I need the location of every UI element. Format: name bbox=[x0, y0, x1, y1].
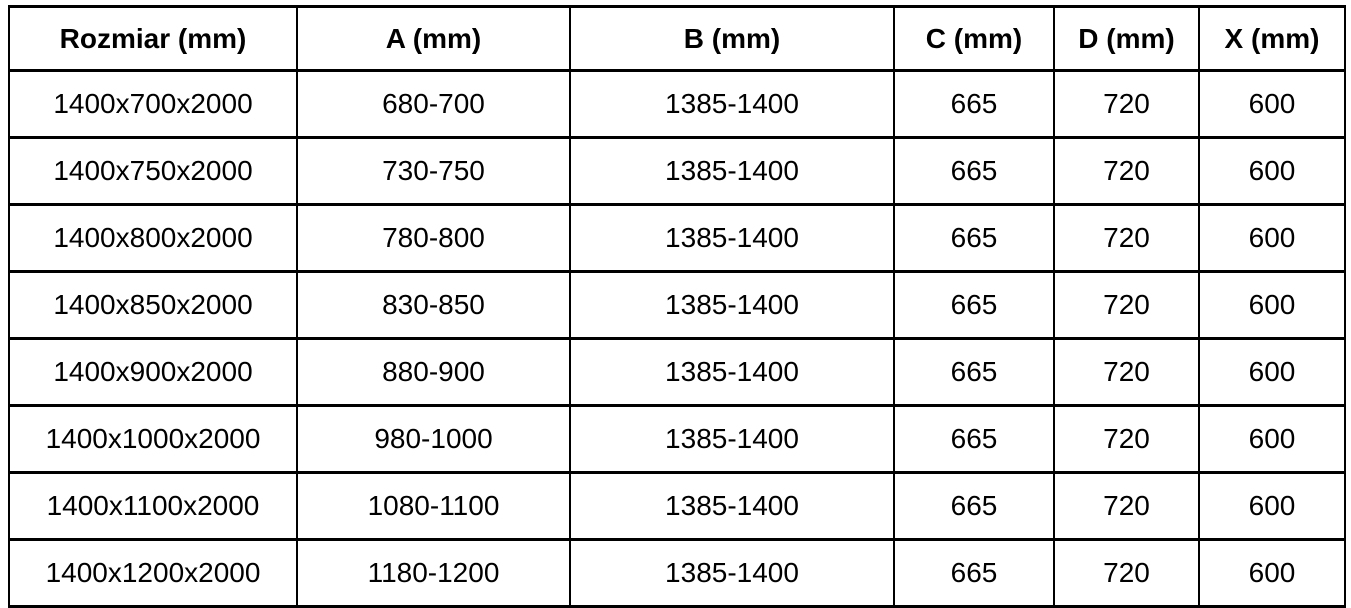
cell-rozmiar: 1400x900x2000 bbox=[9, 339, 297, 406]
cell-a: 1180-1200 bbox=[297, 540, 570, 607]
cell-a: 680-700 bbox=[297, 71, 570, 138]
cell-d: 720 bbox=[1054, 406, 1199, 473]
header-cell-a: A (mm) bbox=[297, 7, 570, 71]
cell-c: 665 bbox=[894, 138, 1054, 205]
cell-rozmiar: 1400x1000x2000 bbox=[9, 406, 297, 473]
header-cell-rozmiar: Rozmiar (mm) bbox=[9, 7, 297, 71]
cell-b: 1385-1400 bbox=[570, 406, 894, 473]
cell-c: 665 bbox=[894, 71, 1054, 138]
cell-x: 600 bbox=[1199, 406, 1345, 473]
cell-a: 780-800 bbox=[297, 205, 570, 272]
cell-d: 720 bbox=[1054, 138, 1199, 205]
cell-c: 665 bbox=[894, 540, 1054, 607]
header-cell-d: D (mm) bbox=[1054, 7, 1199, 71]
cell-rozmiar: 1400x1200x2000 bbox=[9, 540, 297, 607]
cell-a: 1080-1100 bbox=[297, 473, 570, 540]
table-row bbox=[9, 540, 1345, 607]
cell-d: 720 bbox=[1054, 339, 1199, 406]
cell-b: 1385-1400 bbox=[570, 272, 894, 339]
table-header-row bbox=[9, 7, 1345, 71]
cell-d: 720 bbox=[1054, 272, 1199, 339]
table-row bbox=[9, 138, 1345, 205]
dimensions-table bbox=[8, 5, 1346, 608]
cell-a: 880-900 bbox=[297, 339, 570, 406]
cell-x: 600 bbox=[1199, 339, 1345, 406]
cell-rozmiar: 1400x1100x2000 bbox=[9, 473, 297, 540]
cell-rozmiar: 1400x850x2000 bbox=[9, 272, 297, 339]
cell-b: 1385-1400 bbox=[570, 540, 894, 607]
cell-b: 1385-1400 bbox=[570, 205, 894, 272]
table-body bbox=[9, 71, 1345, 607]
cell-c: 665 bbox=[894, 406, 1054, 473]
cell-a: 830-850 bbox=[297, 272, 570, 339]
cell-c: 665 bbox=[894, 339, 1054, 406]
cell-b: 1385-1400 bbox=[570, 339, 894, 406]
cell-b: 1385-1400 bbox=[570, 138, 894, 205]
cell-rozmiar: 1400x750x2000 bbox=[9, 138, 297, 205]
cell-b: 1385-1400 bbox=[570, 71, 894, 138]
cell-x: 600 bbox=[1199, 71, 1345, 138]
cell-b: 1385-1400 bbox=[570, 473, 894, 540]
header-cell-c: C (mm) bbox=[894, 7, 1054, 71]
cell-d: 720 bbox=[1054, 473, 1199, 540]
table-row bbox=[9, 71, 1345, 138]
cell-c: 665 bbox=[894, 473, 1054, 540]
cell-rozmiar: 1400x700x2000 bbox=[9, 71, 297, 138]
table-row bbox=[9, 339, 1345, 406]
cell-a: 730-750 bbox=[297, 138, 570, 205]
cell-c: 665 bbox=[894, 205, 1054, 272]
cell-x: 600 bbox=[1199, 540, 1345, 607]
table-row bbox=[9, 205, 1345, 272]
table-row bbox=[9, 406, 1345, 473]
header-cell-x: X (mm) bbox=[1199, 7, 1345, 71]
dimensions-table-container bbox=[8, 5, 1346, 608]
cell-d: 720 bbox=[1054, 205, 1199, 272]
cell-a: 980-1000 bbox=[297, 406, 570, 473]
cell-x: 600 bbox=[1199, 272, 1345, 339]
table-row bbox=[9, 473, 1345, 540]
cell-rozmiar: 1400x800x2000 bbox=[9, 205, 297, 272]
cell-d: 720 bbox=[1054, 71, 1199, 138]
cell-d: 720 bbox=[1054, 540, 1199, 607]
cell-c: 665 bbox=[894, 272, 1054, 339]
cell-x: 600 bbox=[1199, 138, 1345, 205]
cell-x: 600 bbox=[1199, 205, 1345, 272]
table-row bbox=[9, 272, 1345, 339]
cell-x: 600 bbox=[1199, 473, 1345, 540]
header-cell-b: B (mm) bbox=[570, 7, 894, 71]
